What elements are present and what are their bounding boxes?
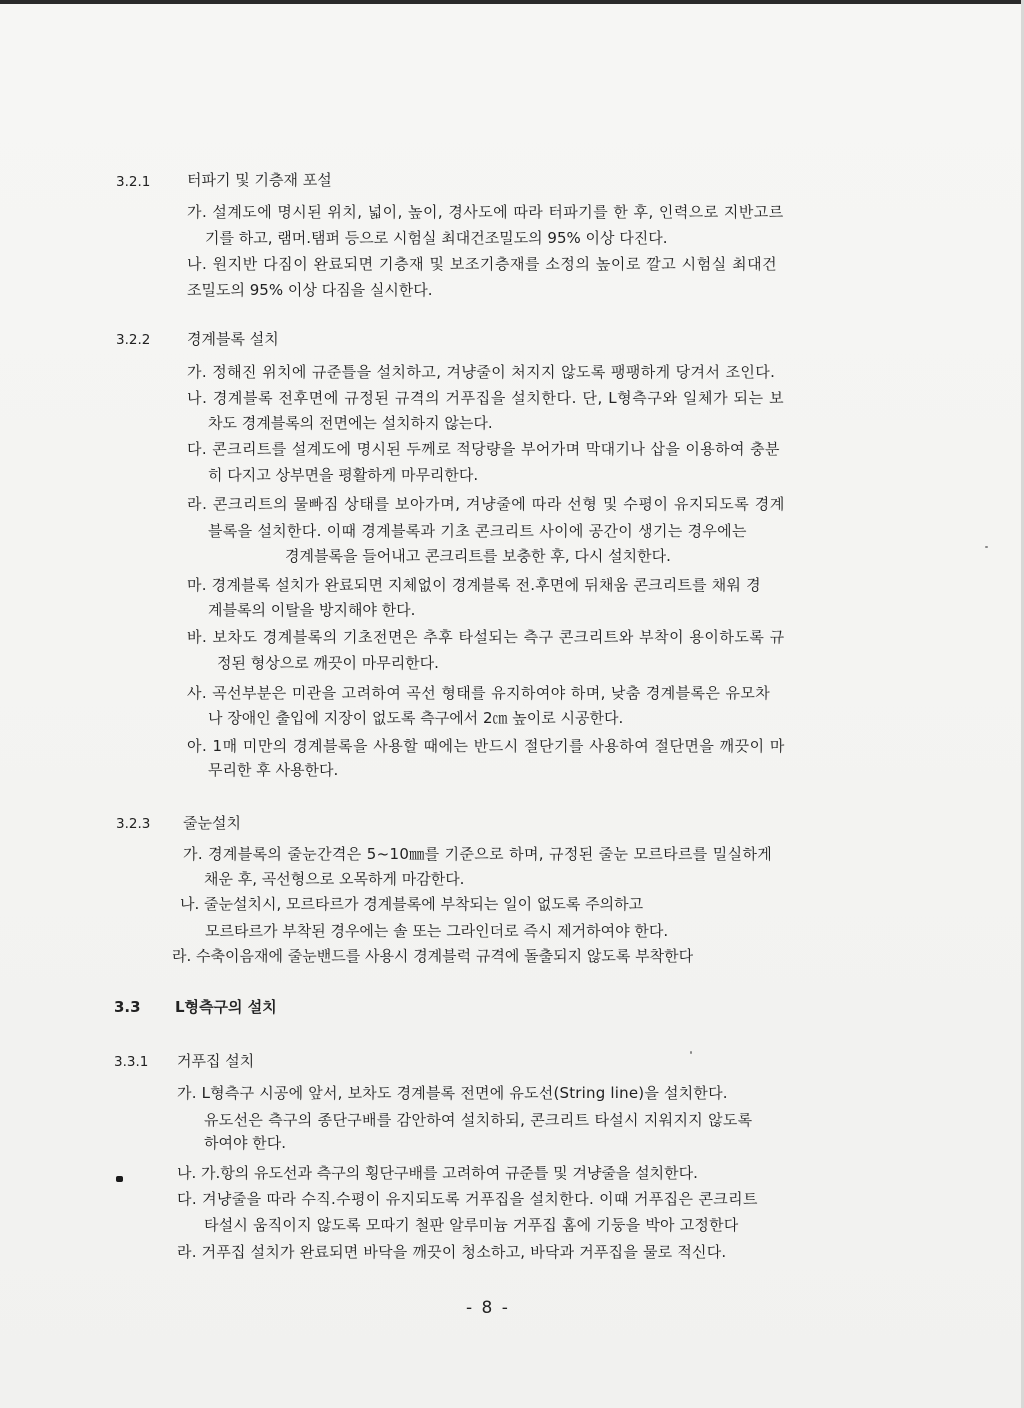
scan-speck [116, 1176, 123, 1182]
section-title-3-3: L형측구의 설치 [175, 998, 277, 1016]
section-number-3-3: 3.3 [114, 998, 141, 1016]
paragraph-line: 기를 하고, 램머.탬퍼 등으로 시험실 최대건조밀도의 95% 이상 다진다. [205, 229, 668, 247]
paragraph-line: 다. 콘크리트를 설계도에 명시된 두께로 적당량을 부어가며 막대기나 삽을 이용하여 충분 [187, 440, 780, 458]
paragraph-line: 정된 형상으로 깨끗이 마무리한다. [217, 654, 439, 672]
paragraph-line: 라. 콘크리트의 물빠짐 상태를 보아가며, 겨냥줄에 따라 선형 및 수평이 유지되도록 경계 [187, 495, 785, 513]
scan-top-edge [0, 0, 1024, 4]
paragraph-line: 히 다지고 상부면을 평활하게 마무리한다. [208, 466, 479, 484]
scan-speck [985, 546, 988, 548]
section-title-3-3-1: 거푸집 설치 [177, 1052, 255, 1070]
paragraph-line: 가. L형측구 시공에 앞서, 보차도 경계블록 전면에 유도선(String line)을 설치한다. [177, 1084, 728, 1102]
paragraph-line: 라. 거푸집 설치가 완료되면 바닥을 깨끗이 청소하고, 바닥과 거푸집을 물로 적신다. [177, 1243, 727, 1261]
paragraph-line: 라. 수축이음재에 줄눈밴드를 사용시 경계블럭 규격에 돌출되지 않도록 부착한다 [172, 947, 694, 965]
paragraph-line: 블록을 설치한다. 이때 경계블록과 기초 콘크리트 사이에 공간이 생기는 경우에는 [208, 522, 747, 540]
paragraph-line: 모르타르가 부착된 경우에는 솔 또는 그라인더로 즉시 제거하여야 한다. [205, 922, 669, 940]
paragraph-line: 유도선은 측구의 종단구배를 감안하여 설치하되, 콘크리트 타설시 지워지지 않도록 [204, 1111, 753, 1129]
section-number-3-2-1: 3.2.1 [116, 174, 151, 190]
paragraph-line: 가. 경계블록의 줄눈간격은 5~10㎜를 기준으로 하며, 규정된 줄눈 모르타르를 밀실하게 [183, 845, 773, 863]
paragraph-line: 타설시 움직이지 않도록 모따기 철판 알루미늄 거푸집 홈에 기둥을 박아 고정한다 [204, 1216, 739, 1234]
section-number-3-2-2: 3.2.2 [116, 332, 151, 348]
paragraph-line: 나 장애인 출입에 지장이 없도록 측구에서 2㎝ 높이로 시공한다. [208, 709, 624, 727]
paragraph-line: 하여야 한다. [204, 1134, 286, 1152]
section-number-3-3-1: 3.3.1 [114, 1054, 149, 1070]
paragraph-line: 사. 곡선부분은 미관을 고려하여 곡선 형태를 유지하여야 하며, 낮춤 경계블록은 유모차 [187, 684, 771, 702]
section-number-3-2-3: 3.2.3 [116, 816, 151, 832]
paragraph-line: 마. 경계블록 설치가 완료되면 지체없이 경계블록 전.후면에 뒤채움 콘크리트를 채워 경 [187, 576, 761, 594]
section-title-3-2-3: 줄눈설치 [183, 814, 241, 832]
paragraph-line: 조밀도의 95% 이상 다짐을 실시한다. [187, 281, 433, 299]
paragraph-line: 바. 보차도 경계블록의 기초전면은 추후 타설되는 측구 콘크리트와 부착이 용이하도록 규 [187, 628, 785, 646]
paragraph-line: 채운 후, 곡선형으로 오목하게 마감한다. [204, 870, 465, 888]
paragraph-line: 차도 경계블록의 전면에는 설치하지 않는다. [208, 414, 493, 432]
scan-speck [690, 1051, 692, 1054]
paragraph-line: 무리한 후 사용한다. [208, 761, 339, 779]
paragraph-line: 아. 1매 미만의 경계블록을 사용할 때에는 반드시 절단기를 사용하여 절단면을 깨끗이 마 [187, 737, 785, 755]
section-title-3-2-1: 터파기 및 기층재 포설 [187, 171, 332, 189]
paragraph-line: 나. 가.항의 유도선과 측구의 횡단구배를 고려하여 규준틀 및 겨냥줄을 설치한다. [177, 1164, 698, 1182]
paragraph-line: 가. 정해진 위치에 규준틀을 설치하고, 겨냥줄이 처지지 않도록 팽팽하게 당겨서 조인다. [187, 363, 776, 381]
paragraph-line: 나. 줄눈설치시, 모르타르가 경계블록에 부착되는 일이 없도록 주의하고 [180, 895, 644, 913]
paragraph-line: 다. 겨냥줄을 따라 수직.수평이 유지되도록 거푸집을 설치한다. 이때 거푸집은 콘크리트 [177, 1190, 758, 1208]
paragraph-line: 경계블록을 들어내고 콘크리트를 보충한 후, 다시 설치한다. [285, 547, 671, 565]
paragraph-line: 가. 설계도에 명시된 위치, 넓이, 높이, 경사도에 따라 터파기를 한 후, 인력으로 지반고르 [187, 203, 784, 221]
paragraph-line: 나. 경계블록 전후면에 규정된 규격의 거푸집을 설치한다. 단, L형측구와 일체가 되는 보 [187, 389, 785, 407]
paragraph-line: 나. 원지반 다짐이 완료되면 기층재 및 보조기층재를 소정의 높이로 깔고 시험실 최대건 [187, 255, 778, 273]
paragraph-line: 계블록의 이탈을 방지해야 한다. [208, 601, 416, 619]
section-title-3-2-2: 경계블록 설치 [187, 330, 279, 348]
page-number: - 8 - [466, 1298, 510, 1318]
